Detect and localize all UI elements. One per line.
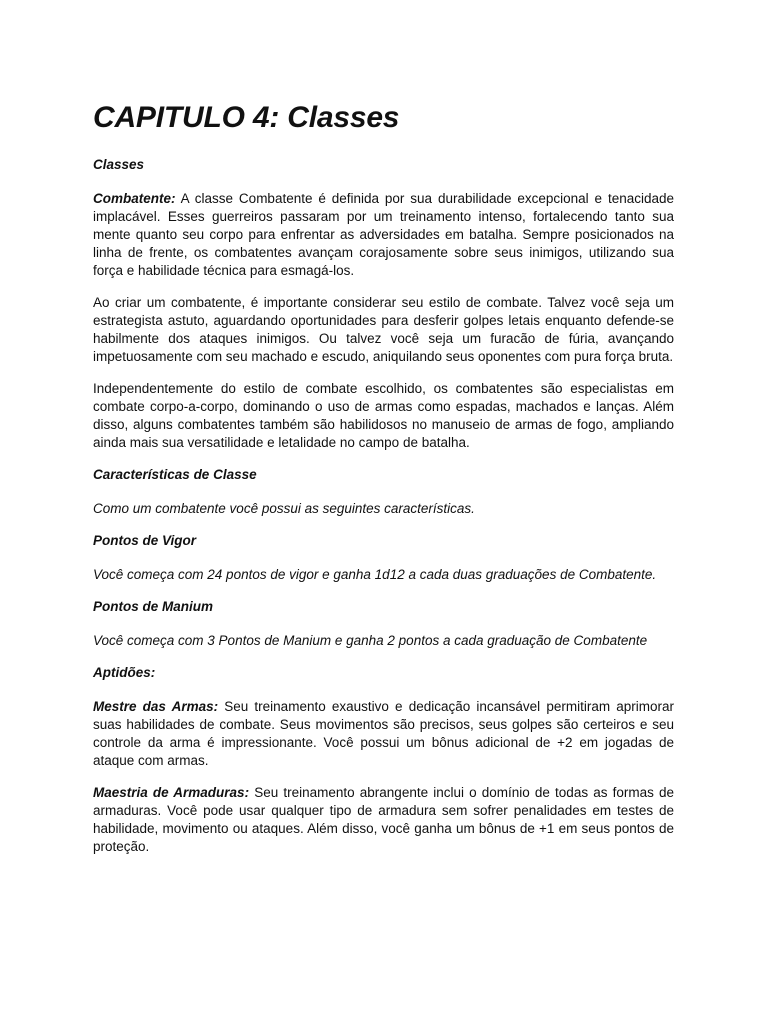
maestria-armaduras-text: Seu treinamento abrangente inclui o domínio de todas as formas de armaduras. Você pode usar qualquer tipo de armadura sem sofrer penalidades em testes de habilidade, movimento ou ataques. Além disso, você ganha um bônus de +1 em seus pontos de proteção. — [93, 785, 674, 854]
maestria-armaduras-lead: Maestria de Armaduras: — [93, 785, 250, 800]
section-heading-classes: Classes — [93, 157, 145, 172]
paragraph-pontos-vigor: Você começa com 24 pontos de vigor e ganha 1d12 a cada duas graduações de Combatente. — [93, 567, 657, 582]
heading-caracteristicas: Características de Classe — [93, 467, 257, 482]
paragraph-mestre-armas — [93, 698, 674, 770]
mestre-armas-lead: Mestre das Armas: — [93, 699, 219, 714]
combatente-lead: Combatente: — [93, 191, 176, 206]
paragraph-maestria-armaduras — [93, 784, 674, 856]
heading-pontos-vigor: Pontos de Vigor — [93, 533, 197, 548]
chapter-title: CAPITULO 4: Classes — [93, 101, 400, 134]
paragraph-caracteristicas: Como um combatente você possui as seguintes características. — [93, 501, 475, 516]
combatente-text: A classe Combatente é definida por sua durabilidade excepcional e tenacidade implacável. Esses guerreiros passaram por um treinamento intenso, fortalecendo tanto sua mente quanto seu corpo para enfrentar as adversidades em batalha. Sempre posicionados na linha de frente, os combatentes avançam corajosamente sobre seus inimigos, utilizando sua força e habilidade técnica para esmagá-los. — [93, 191, 674, 278]
paragraph-estilo: Ao criar um combatente, é importante considerar seu estilo de combate. Talvez você seja um estrategista astuto, aguardando oportunidades para desferir golpes letais enquanto defende-se habilmente dos ataques inimigos. Ou talvez você seja um furacão de fúria, avançando impetuosamente com seu machado e escudo, aniquilando seus oponentes com pura força bruta. — [93, 295, 674, 364]
paragraph-independente: Independentemente do estilo de combate escolhido, os combatentes são especialistas em combate corpo-a-corpo, dominando o uso de armas como espadas, machados e lanças. Além disso, alguns combatentes também são habilidosos no manuseio de armas de fogo, ampliando ainda mais sua versatilidade e letalidade no campo de batalha. — [93, 381, 674, 450]
paragraph-combatente — [93, 190, 674, 280]
paragraph-pontos-manium: Você começa com 3 Pontos de Manium e ganha 2 pontos a cada graduação de Combatente — [93, 633, 648, 648]
heading-pontos-manium: Pontos de Manium — [93, 599, 214, 614]
heading-aptidoes: Aptidões: — [93, 665, 156, 680]
mestre-armas-text: Seu treinamento exaustivo e dedicação incansável permitiram aprimorar suas habilidades de combate. Seus movimentos são precisos, seus golpes são certeiros e seu controle da arma é impressionante. Você possui um bônus adicional de +2 em jogadas de ataque com armas. — [93, 699, 674, 768]
